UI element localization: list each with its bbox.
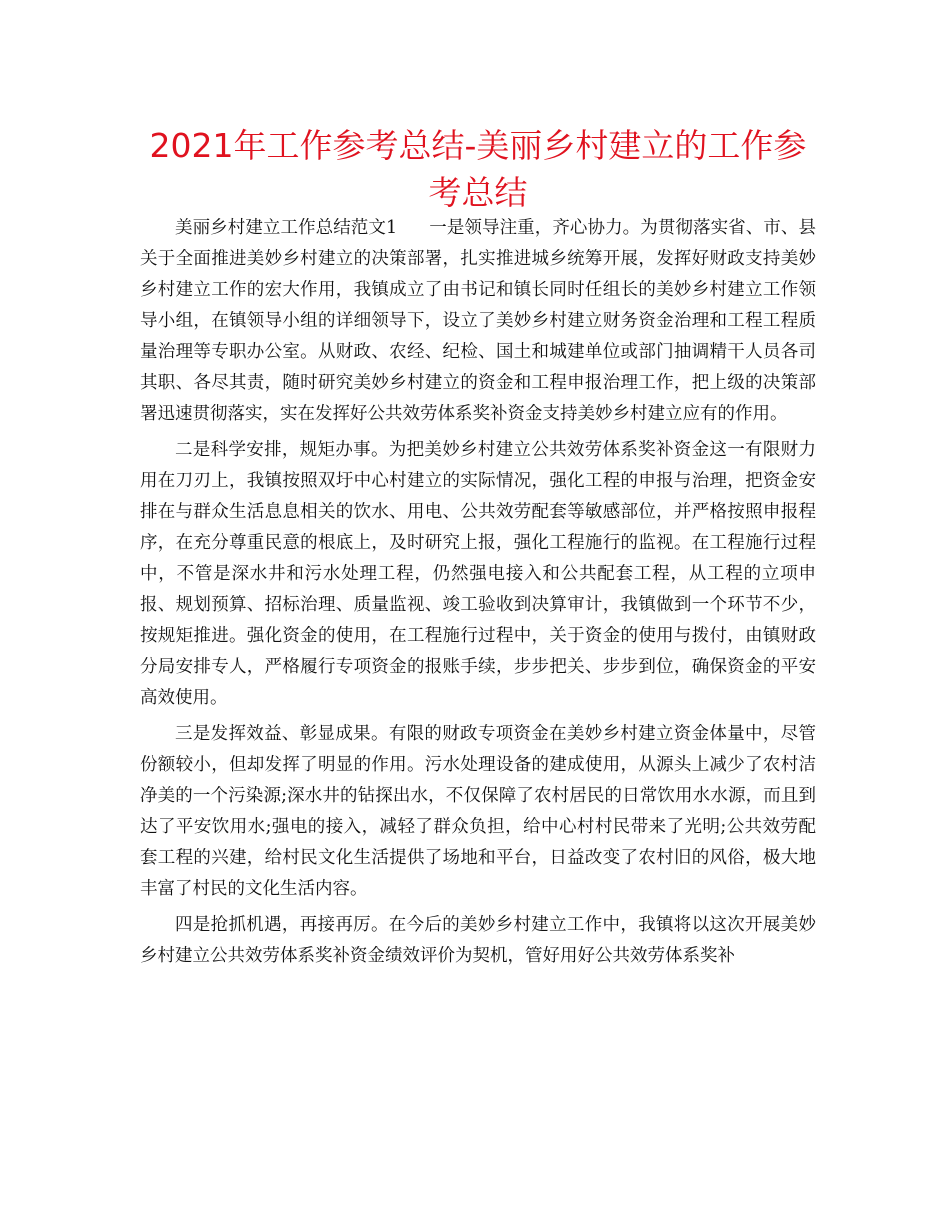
- paragraph-2: 二是科学安排，规矩办事。为把美妙乡村建立公共效劳体系奖补资金这一有限财力用在刀刃上，我镇按照双圩中心村建立的实际情况，强化工程的申报与治理，把资金安排在与群众生活息息相关的饮水、用电、公共效劳配套等敏感部位，并严格按照申报程序，在充分尊重民意的根底上，及时研究上报，强化工程施行的监视。在工程施行过程中，不管是深水井和污水处理工程，仍然强电接入和公共配套工程，从工程的立项申报、规划预算、招标治理、质量监视、竣工验收到决算审计，我镇做到一个环节不少，按规矩推进。强化资金的使用，在工程施行过程中，关于资金的使用与拨付，由镇财政分局安排专人，严格履行专项资金的报账手续，步步把关、步步到位，确保资金的平安高效使用。: [140, 440, 816, 708]
- paragraph-3: 三是发挥效益、彰显成果。有限的财政专项资金在美妙乡村建立资金体量中，尽管份额较小，但却发挥了明显的作用。污水处理设备的建成使用，从源头上减少了农村洁净美的一个污染源;深水井的钻探出水，不仅保障了农村居民的日常饮用水水源，而且到达了平安饮用水;强电的接入，减轻了群众负担，给中心村村民带来了光明;公共效劳配套工程的兴建，给村民文化生活提供了场地和平台，日益改变了农村旧的风俗，极大地丰富了村民的文化生活内容。: [140, 724, 816, 899]
- paragraph-1-text: 一是领导注重，齐心协力。为贯彻落实省、市、县关于全面推进美妙乡村建立的决策部署，扎实推进城乡统筹开展，发挥好财政支持美妙乡村建立工作的宏大作用，我镇成立了由书记和镇长同时任组长的美妙乡村建立工作领导小组，在镇领导小组的详细领导下，设立了美妙乡村建立财务资金治理和工程工程质量治理等专职办公室。从财政、农经、纪检、国土和城建单位或部门抽调精干人员各司其职、各尽其责，随时研究美妙乡村建立的资金和工程申报治理工作，把上级的决策部署迅速贯彻落实，实在发挥好公共效劳体系奖补资金支持美妙乡村建立应有的作用。: [140, 218, 817, 424]
- paragraph-1: [140, 213, 816, 430]
- paragraph-1-lead: 美丽乡村建立工作总结范文1: [175, 218, 398, 238]
- document-body: [140, 213, 816, 977]
- paragraph-4: 四是抢抓机遇，再接再厉。在今后的美妙乡村建立工作中，我镇将以这次开展美妙乡村建立公共效劳体系奖补资金绩效评价为契机，管好用好公共效劳体系奖补: [140, 915, 816, 966]
- document-title: 2021年工作参考总结-美丽乡村建立的工作参考总结: [149, 126, 807, 212]
